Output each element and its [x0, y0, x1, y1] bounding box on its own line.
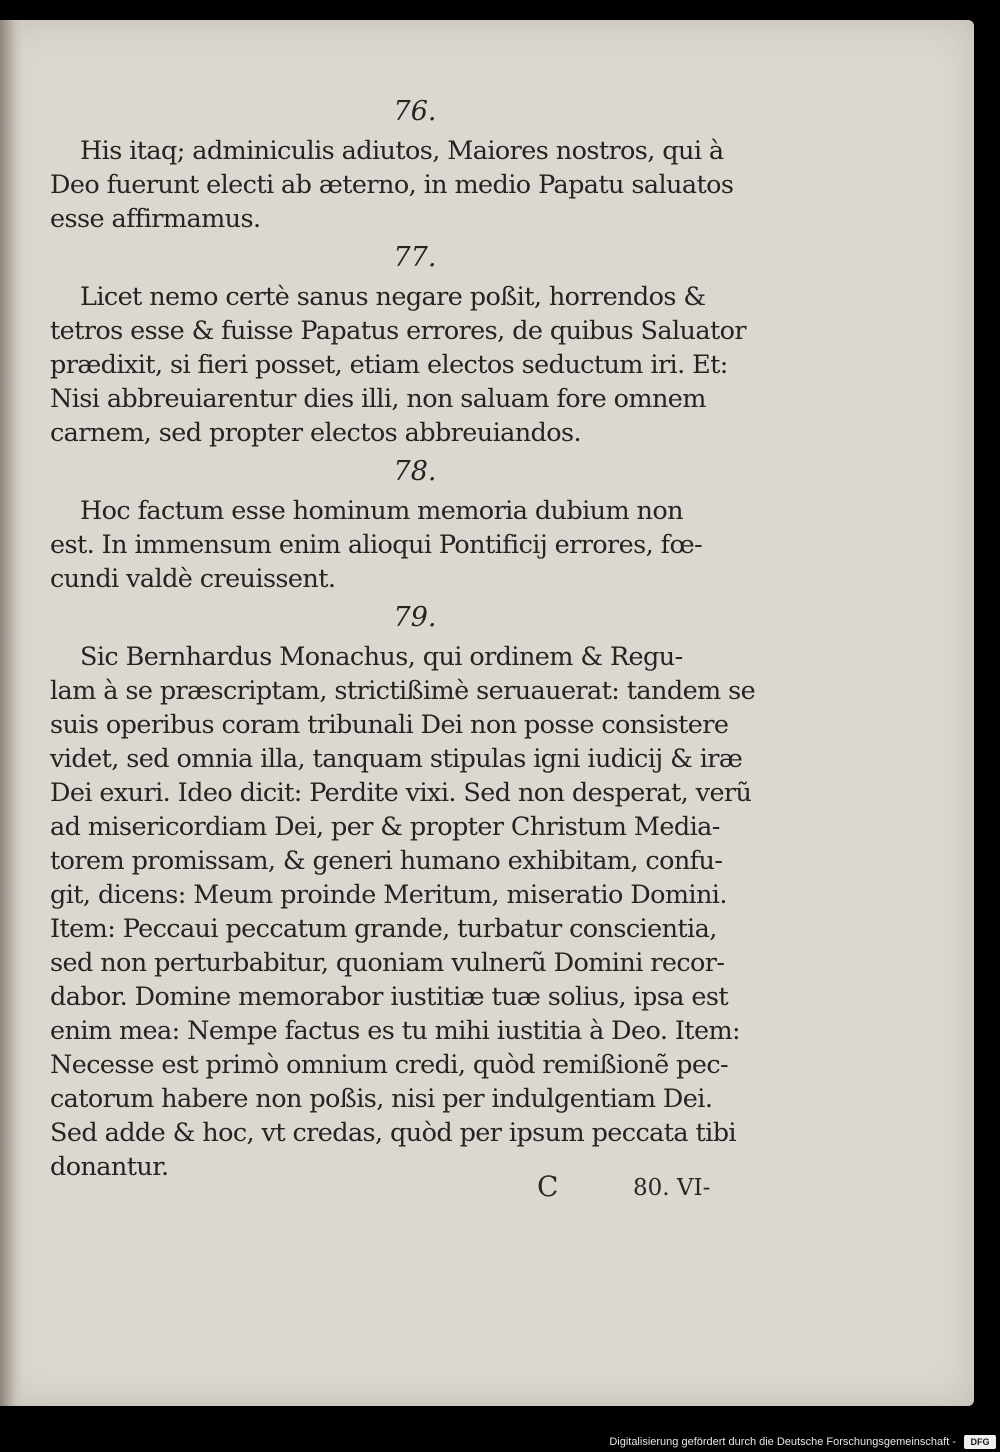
text-line: est. In immensum enim alioqui Pontificij errores, fœ- [50, 530, 703, 560]
text-line: Item: Peccaui peccatum grande, turbatur conscientia, [50, 914, 717, 944]
text-line: Hoc factum esse hominum memoria dubium non [80, 496, 683, 526]
text-line: sed non perturbabitur, quoniam vulnerũ Domini recor- [50, 948, 725, 978]
text-line: Dei exuri. Ideo dicit: Perdite vixi. Sed non desperat, verũ [50, 778, 752, 808]
page-gutter [0, 20, 22, 1406]
text-line: Sed adde & hoc, vt credas, quòd per ipsum peccata tibi [50, 1118, 736, 1148]
text-line: esse affirmamus. [50, 204, 261, 234]
text-line: Sic Bernhardus Monachus, qui ordinem & Regu- [80, 642, 683, 672]
text-line: carnem, sed propter electos abbreuiandos. [50, 418, 582, 448]
text-line: Nisi abbreuiarentur dies illi, non saluam fore omnem [50, 384, 706, 414]
text-line: torem promissam, & generi humano exhibitam, confu- [50, 846, 723, 876]
signature-mark: C [537, 1170, 559, 1203]
text-line: videt, sed omnia illa, tanquam stipulas igni iudicij & iræ [50, 744, 743, 774]
digitization-credit: Digitalisierung gefördert durch die Deutsche Forschungsgemeinschaft - [609, 1436, 956, 1448]
dfg-logo: DFG [964, 1435, 996, 1449]
text-line: cundi valdè creuissent. [50, 564, 336, 594]
book-page [0, 20, 974, 1406]
section-number: 78. [393, 456, 437, 487]
text-line: Licet nemo certè sanus negare poßit, horrendos & [80, 282, 706, 312]
catchword: 80. VI- [633, 1175, 711, 1201]
text-line: Necesse est primò omnium credi, quòd remißionẽ pec- [50, 1050, 729, 1080]
section-number: 76. [393, 96, 437, 127]
text-line: Deo fuerunt electi ab æterno, in medio Papatu saluatos [50, 170, 734, 200]
section-number: 77. [393, 242, 437, 273]
text-line: lam à se præscriptam, strictißimè seruauerat: tandem se [50, 676, 756, 706]
section-number: 79. [393, 602, 437, 633]
text-line: suis operibus coram tribunali Dei non posse consistere [50, 710, 729, 740]
text-line: catorum habere non poßis, nisi per indulgentiam Dei. [50, 1084, 713, 1114]
page-text [50, 90, 756, 1184]
text-line: ad misericordiam Dei, per & propter Christum Media- [50, 812, 720, 842]
text-line: tetros esse & fuisse Papatus errores, de quibus Saluator [50, 316, 746, 346]
text-line: prædixit, si fieri posset, etiam electos seductum iri. Et: [50, 350, 728, 380]
text-line: donantur. [50, 1152, 169, 1182]
text-line: enim mea: Nempe factus es tu mihi iustitia à Deo. Item: [50, 1016, 741, 1046]
text-line: dabor. Domine memorabor iustitiæ tuæ solius, ipsa est [50, 982, 728, 1012]
text-line: His itaq; adminiculis adiutos, Maiores nostros, qui à [80, 136, 724, 166]
text-line: git, dicens: Meum proinde Meritum, miseratio Domini. [50, 880, 727, 910]
